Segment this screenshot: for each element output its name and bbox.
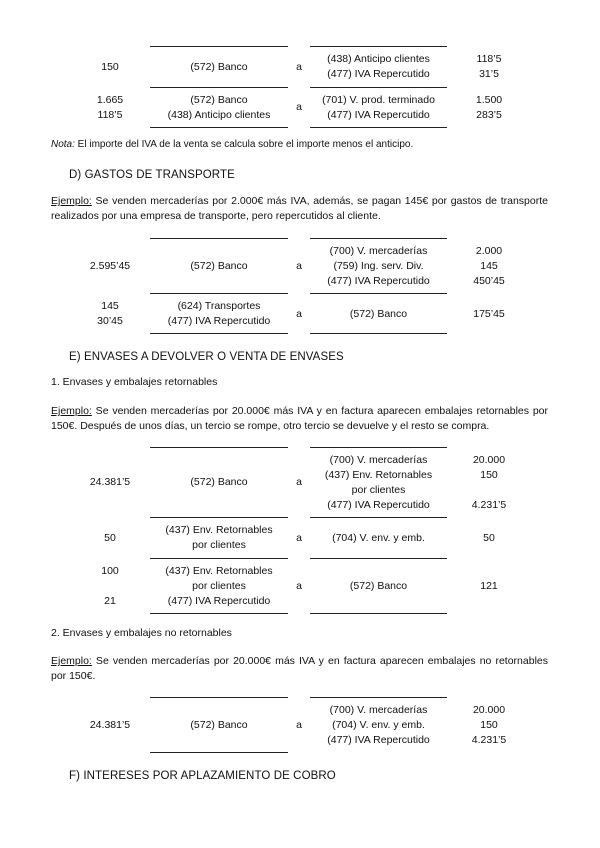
- subsection-e1-heading: 1. Envases y embalajes retornables: [51, 376, 218, 388]
- section-e-heading: E) ENVASES A DEVOLVER O VENTA DE ENVASES: [69, 351, 344, 363]
- entry-1-right-amount: 31’5: [479, 68, 499, 80]
- entry-8-debit-account: (572) Banco: [190, 719, 248, 731]
- entry-7-a: a: [296, 580, 302, 592]
- entry-2-left-amount: 1.665: [96, 94, 124, 106]
- entry-2-credit-account: (701) V. prod. terminado: [322, 94, 435, 106]
- subsection-e2-heading: 2. Envases y embalajes no retornables: [51, 627, 232, 639]
- entry-4-a: a: [296, 308, 302, 320]
- entry-5-credit-account: (437) Env. Retornables: [324, 469, 433, 481]
- entry-3-credit-top-rule: [310, 238, 447, 239]
- entry-5-left-amount: 24.381’5: [89, 476, 131, 488]
- example-d-label: Ejemplo:: [51, 195, 92, 207]
- entry-7-credit-account: (572) Banco: [349, 580, 408, 592]
- entry-7-left-amount: 100: [101, 565, 119, 577]
- entry-4-credit-bottom-rule: [310, 333, 447, 334]
- entry-1-debit-top-rule: [150, 46, 288, 47]
- entry-2-debit-account: (438) Anticipo clientes: [167, 109, 271, 121]
- entry-3-debit-account: (572) Banco: [190, 260, 248, 272]
- entry-2-right-amount: 283’5: [476, 109, 502, 121]
- entry-2-left-amount: 118’5: [97, 109, 123, 121]
- entry-6-right-amount: 50: [483, 532, 495, 544]
- section-f-heading: F) INTERESES POR APLAZAMIENTO DE COBRO: [69, 770, 336, 782]
- entry-7-credit-bottom-rule: [310, 613, 447, 614]
- entry-4-left-amount: 30’45: [97, 315, 123, 327]
- entry-6-a: a: [296, 532, 302, 544]
- entry-1-credit-account: (438) Anticipo clientes: [327, 53, 430, 65]
- entry-7-debit-top-rule: [150, 558, 288, 559]
- example-e1-label: Ejemplo:: [51, 405, 92, 417]
- entry-3-right-amount: 450’45: [473, 275, 505, 287]
- entry-8-a: a: [296, 719, 302, 731]
- entry-6-credit-account: (704) V. env. y emb.: [332, 532, 425, 544]
- entry-4-debit-top-rule: [150, 293, 288, 294]
- entry-8-debit-top-rule: [150, 697, 288, 698]
- entry-8-right-amount: 150: [480, 719, 498, 731]
- example-e2-text: Se venden mercaderías por 20.000€ más IVA y en factura aparecen embalajes no retornables por 150€.: [51, 655, 548, 682]
- entry-5-right-amount: 150: [480, 469, 498, 481]
- entry-6-debit-top-rule: [150, 517, 288, 518]
- entry-5-debit-top-rule: [150, 447, 288, 448]
- entry-3-debit-top-rule: [150, 238, 288, 239]
- entry-3-credit-account: (477) IVA Repercutido: [327, 275, 430, 287]
- entry-4-left-amount: 145: [101, 300, 119, 312]
- entry-8-left-amount: 24.381’5: [89, 719, 131, 731]
- entry-4-credit-top-rule: [310, 293, 447, 294]
- entry-6-credit-top-rule: [310, 517, 447, 518]
- entry-5-right-amount: 20.000: [472, 454, 506, 466]
- entry-3-credit-account: (759) Ing. serv. Div.: [333, 260, 424, 272]
- entry-5-credit-account: por clientes: [351, 484, 406, 496]
- entry-3-right-amount: 145: [480, 260, 498, 272]
- entry-5-credit-account: (700) V. mercaderías: [329, 454, 428, 466]
- example-e2-paragraph: [51, 654, 548, 684]
- entry-2-credit-account: (477) IVA Repercutido: [327, 109, 430, 121]
- entry-7-debit-account: (437) Env. Retornables: [165, 565, 273, 577]
- entry-8-right-amount: 4.231’5: [471, 734, 507, 746]
- entry-8-credit-top-rule: [310, 697, 447, 698]
- entry-8-debit-bottom-rule: [150, 752, 288, 753]
- entry-8-credit-account: (477) IVA Repercutido: [327, 734, 430, 746]
- note-paragraph: [51, 139, 413, 150]
- entry-5-debit-account: (572) Banco: [190, 476, 248, 488]
- entry-1-left-amount: 150: [101, 61, 119, 73]
- example-e2-label: Ejemplo:: [51, 655, 92, 667]
- entry-2-right-amount: 1.500: [475, 94, 503, 106]
- entry-6-left-amount: 50: [104, 532, 116, 544]
- entry-7-right-amount: 121: [480, 580, 498, 592]
- entry-1-credit-account: (477) IVA Repercutido: [327, 68, 430, 80]
- example-d-text: Se venden mercaderías por 2.000€ más IVA, además, se pagan 145€ por gastos de transporte realizados por una empresa de transporte, pero repercutidos al cliente.: [51, 195, 548, 222]
- entry-4-debit-account: (477) IVA Repercutido: [167, 315, 271, 327]
- entry-4-credit-account: (572) Banco: [349, 308, 408, 320]
- entry-3-left-amount: 2.595’45: [89, 260, 131, 272]
- note-label: Nota:: [51, 139, 75, 150]
- example-d-paragraph: [51, 194, 548, 224]
- entry-5-right-amount: 4.231’5: [471, 499, 507, 511]
- entry-8-credit-account: (704) V. env. y emb.: [332, 719, 425, 731]
- entry-2-debit-account: (572) Banco: [190, 94, 248, 106]
- entry-6-debit-account: (437) Env. Retornables: [165, 524, 273, 536]
- entry-3-credit-account: (700) V. mercaderías: [329, 245, 428, 257]
- entry-2-a: a: [296, 101, 302, 113]
- note-text: El importe del IVA de la venta se calcula sobre el importe menos el anticipo.: [74, 139, 414, 150]
- entry-7-left-amount: 21: [104, 595, 116, 607]
- entry-1-debit-account: (572) Banco: [190, 61, 248, 73]
- entry-4-debit-bottom-rule: [150, 333, 288, 334]
- entry-1-a: a: [296, 61, 302, 73]
- entry-4-right-amount: 175’45: [473, 308, 505, 320]
- entry-8-credit-account: (700) V. mercaderías: [329, 704, 428, 716]
- entry-7-debit-bottom-rule: [150, 613, 288, 614]
- entry-7-credit-top-rule: [310, 558, 447, 559]
- entry-8-right-amount: 20.000: [472, 704, 506, 716]
- entry-2-debit-bottom-rule: [150, 127, 288, 128]
- example-e1-paragraph: [51, 404, 548, 434]
- entry-1-credit-top-rule: [310, 46, 447, 47]
- entry-2-credit-bottom-rule: [310, 127, 447, 128]
- example-e1-text: Se venden mercaderías por 20.000€ más IVA y en factura aparecen embalajes retornables por 150€. Después de unos días, un tercio se rompe, otro tercio se devuelve y el resto se compra.: [51, 405, 548, 432]
- entry-5-a: a: [296, 476, 302, 488]
- section-d-heading: D) GASTOS DE TRANSPORTE: [69, 169, 235, 181]
- entry-5-credit-account: (477) IVA Repercutido: [327, 499, 430, 511]
- entry-2-credit-top-rule: [310, 87, 447, 88]
- entry-3-a: a: [296, 260, 302, 272]
- entry-2-debit-top-rule: [150, 87, 288, 88]
- entry-1-right-amount: 118’5: [476, 53, 502, 65]
- entry-3-right-amount: 2.000: [475, 245, 503, 257]
- entry-7-debit-account: por clientes: [192, 580, 246, 592]
- entry-7-debit-account: (477) IVA Repercutido: [167, 595, 271, 607]
- entry-6-debit-account: por clientes: [192, 539, 246, 551]
- entry-5-credit-top-rule: [310, 447, 447, 448]
- entry-4-debit-account: (624) Transportes: [177, 300, 261, 312]
